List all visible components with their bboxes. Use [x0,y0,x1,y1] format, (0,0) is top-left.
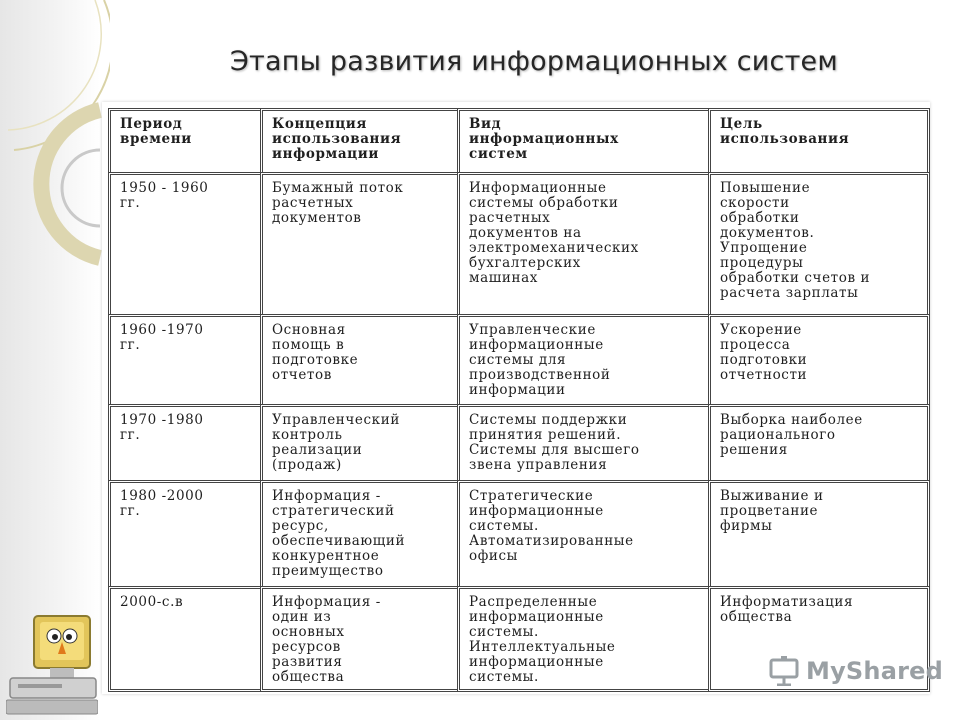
cell-text-line: Автоматизированные [469,533,634,549]
cell-text-line: систем [469,146,528,162]
cell-text-line: Управленческий [272,412,400,428]
cell-goal [708,314,930,404]
cell-text-line: фирмы [720,518,773,534]
cell-text-line: подготовке [272,352,359,368]
cell-text-line: процесса [720,337,791,353]
cell-text-line: конкурентное [272,548,380,564]
watermark [768,656,943,686]
cell-text-line: стратегический [272,503,395,519]
cell-text-line: документов [272,210,362,226]
cell-text-line: развития [272,654,343,670]
cell-text-line: Информационные [469,180,607,196]
cell-text-line: Период [120,116,183,132]
cell-system-type [457,480,708,586]
cell-text-line: Упрощение [720,240,808,256]
cell-text-line: 1960 -1970 [120,322,204,338]
cell-text-line: процедуры [720,255,804,271]
table-row [108,314,930,404]
cell-text-line: Бумажный поток [272,180,404,196]
cell-text-line: использования [272,131,402,147]
cell-system-type [457,314,708,404]
cell-text-line: один из [272,609,332,625]
cell-text-line: 2000-с.в [120,594,184,610]
cell-text-line: помощь в [272,337,345,353]
cell-text-line: звена управления [469,457,608,473]
cell-text-line: общества [272,669,345,685]
cell-text-line: системы. [469,624,539,640]
cell-text-line: Системы для высшего [469,442,640,458]
cell-text-line: основных [272,624,345,640]
cell-text-line: 1950 - 1960 [120,180,209,196]
table-row [108,172,930,314]
cell-text-line: Основная [272,322,346,338]
cell-text-line: бухгалтерских [469,255,581,271]
cell-text-line: Ускорение [720,322,802,338]
cell-text-line: отчетов [272,367,332,383]
cell-concept [260,314,457,404]
cell-text-line: подготовки [720,352,808,368]
cell-text-line: Системы поддержки [469,412,628,428]
cell-concept [260,404,457,480]
cell-concept [260,586,457,692]
cell-text-line: системы для [469,352,567,368]
cell-text-line: гг. [120,195,141,211]
cell-text-line: (продаж) [272,457,342,473]
cell-text-line: 1980 -2000 [120,488,204,504]
cell-text-line: машинах [469,270,538,286]
cell-period [108,314,260,404]
cell-text-line: гг. [120,503,141,519]
header-cell-period [108,108,260,172]
cell-text-line: скорости [720,195,790,211]
cell-period [108,586,260,692]
cell-text-line: информации [469,382,566,398]
cell-text-line: системы. [469,669,539,685]
cell-text-line: рационального [720,427,836,443]
cell-text-line: отчетности [720,367,808,383]
cell-text-line: обеспечивающий [272,533,406,549]
cell-text-line: Информация - [272,594,381,610]
cell-text-line: ресурс, [272,518,329,534]
header-cell-concept [260,108,457,172]
cell-concept [260,480,457,586]
cell-text-line: системы обработки [469,195,619,211]
cell-text-line: обработки счетов и [720,270,871,286]
cell-text-line: Концепция [272,116,367,132]
table-header-row [108,108,930,172]
slide-title: Этапы развития информационных систем [230,46,838,77]
cell-text-line: производственной [469,367,611,383]
cell-text-line: Вид [469,116,502,132]
cell-text-line: документов на [469,225,582,241]
cell-text-line: информационные [469,654,604,670]
decorative-rings [0,0,110,320]
cell-text-line: использования [720,131,850,147]
cell-text-line: информационных [469,131,619,147]
cell-period [108,172,260,314]
cell-text-line: расчетных [469,210,551,226]
cell-text-line: контроль [272,427,343,443]
cell-text-line: Информатизация [720,594,854,610]
cell-text-line: информационные [469,337,604,353]
cell-text-line: электромеханических [469,240,639,256]
cell-goal [708,404,930,480]
cell-text-line: документов. [720,225,815,241]
cell-system-type [457,172,708,314]
computer-mascot-icon [6,612,98,716]
presentation-icon [768,656,802,686]
cell-text-line: информационные [469,503,604,519]
cell-text-line: расчета зарплаты [720,285,859,301]
cell-goal [708,172,930,314]
cell-text-line: офисы [469,548,518,564]
table-row [108,404,930,480]
cell-system-type [457,404,708,480]
cell-text-line: решения [720,442,788,458]
cell-text-line: Информация - [272,488,381,504]
cell-period [108,404,260,480]
cell-text-line: информации [272,146,379,162]
cell-text-line: обработки [720,210,800,226]
cell-concept [260,172,457,314]
cell-text-line: времени [120,131,192,147]
watermark-text: MyShared [806,657,943,685]
cell-text-line: процветание [720,503,819,519]
stages-table-body [108,108,930,692]
cell-text-line: преимущество [272,563,384,579]
cell-text-line: Управленческие [469,322,596,338]
cell-text-line: реализации [272,442,363,458]
cell-system-type [457,586,708,692]
cell-text-line: Стратегические [469,488,594,504]
cell-text-line: Цель [720,116,763,132]
cell-text-line: Распределенные [469,594,598,610]
cell-text-line: Выборка наиболее [720,412,863,428]
cell-goal [708,480,930,586]
cell-text-line: ресурсов [272,639,341,655]
cell-text-line: принятия решений. [469,427,622,443]
cell-text-line: информационные [469,609,604,625]
cell-text-line: системы. [469,518,539,534]
cell-text-line: расчетных [272,195,354,211]
cell-period [108,480,260,586]
cell-text-line: Выживание и [720,488,824,504]
cell-text-line: Повышение [720,180,811,196]
cell-text-line: общества [720,609,793,625]
header-cell-goal [708,108,930,172]
cell-text-line: гг. [120,427,141,443]
stages-table [108,108,930,692]
cell-text-line: гг. [120,337,141,353]
cell-text-line: 1970 -1980 [120,412,204,428]
header-cell-system-type [457,108,708,172]
table-row [108,480,930,586]
cell-text-line: Интеллектуальные [469,639,616,655]
